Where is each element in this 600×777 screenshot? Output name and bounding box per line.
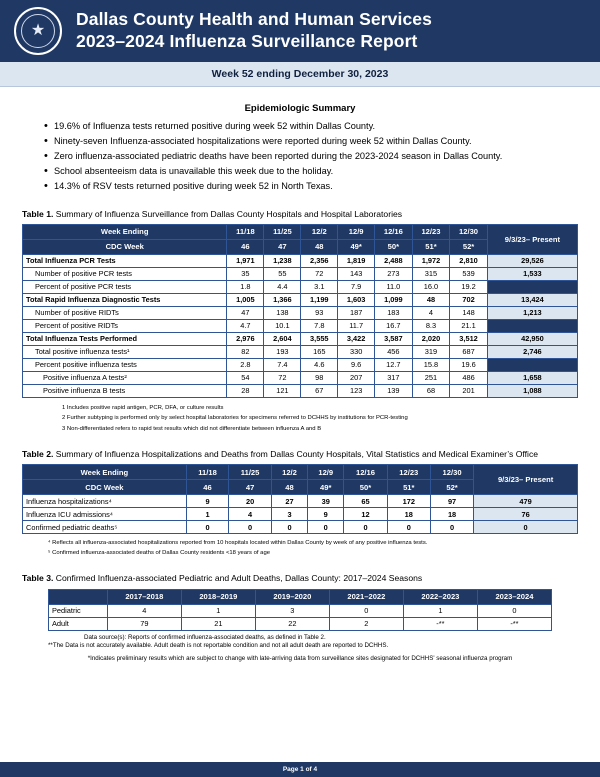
cdc-week-49: 49* (338, 239, 375, 254)
cell-value: 72 (264, 371, 301, 384)
report-body (0, 87, 600, 662)
table-header-row (23, 224, 578, 239)
cdc-week-51: 51* (412, 239, 450, 254)
cell-value: 3,422 (338, 332, 375, 345)
list-item: • 19.6% of Influenza tests returned positive during week 52 within Dallas County. (44, 119, 578, 134)
cell-value: 39 (308, 495, 344, 508)
row-label: Percent of positive PCR tests (23, 280, 227, 293)
cell-season-total: 29,526 (487, 254, 577, 267)
list-item: • School absenteeism data is unavailable this week due to the holiday. (44, 164, 578, 179)
col-129: 12/9 (308, 465, 344, 480)
cell-value: 67 (301, 384, 338, 397)
cell-value: 7.9 (338, 280, 375, 293)
cell-value: 54 (227, 371, 264, 384)
cell-value: 2,976 (227, 332, 264, 345)
cell-value: 3,555 (301, 332, 338, 345)
cell-value: 9.6 (338, 358, 375, 371)
cell-value: 12.7 (375, 358, 413, 371)
cell-value: 68 (412, 384, 450, 397)
cdc-week-50: 50* (344, 480, 387, 495)
cell-season-total: 13,424 (487, 293, 577, 306)
table1-body (23, 254, 578, 397)
cell-value: 539 (450, 267, 488, 280)
cell-value: 1,819 (338, 254, 375, 267)
cell-value: 273 (375, 267, 413, 280)
cell-value: 1,238 (264, 254, 301, 267)
cell-value: 201 (450, 384, 488, 397)
cell-value: 21 (181, 617, 255, 630)
cell-value: 193 (264, 345, 301, 358)
col-122: 12/2 (271, 465, 307, 480)
table2-caption (22, 448, 578, 460)
cell-value: 47 (227, 306, 264, 319)
table-row (23, 319, 578, 332)
cell-season-total: 0 (474, 521, 578, 534)
cell-value: 20 (229, 495, 272, 508)
table-header-row (49, 589, 552, 604)
cell-value: 2,488 (375, 254, 413, 267)
footnote: 2 Further subtyping is performed only by select hospital laboratories for specimens referred to DCHHS by institutions for PCR-testing (62, 415, 408, 422)
row-label: Positive influenza B tests (23, 384, 227, 397)
cell-value: 687 (450, 345, 488, 358)
page-footer: Page 1 of 4 (0, 762, 600, 777)
cell-value: 315 (412, 267, 450, 280)
table1-caption (22, 208, 578, 220)
table-row (23, 332, 578, 345)
cell-season-total: 1,658 (487, 371, 577, 384)
row-label: Adult (49, 617, 108, 630)
cell-value: 4 (412, 306, 450, 319)
cell-value: 0 (329, 604, 403, 617)
cell-value: 1,971 (227, 254, 264, 267)
cell-season-total: 479 (474, 495, 578, 508)
cell-value: 1,972 (412, 254, 450, 267)
cell-value: 3,512 (450, 332, 488, 345)
table-row (23, 345, 578, 358)
cell-value: 139 (375, 384, 413, 397)
cell-value: 207 (338, 371, 375, 384)
table-header-row (23, 465, 578, 480)
cell-value: 0 (186, 521, 229, 534)
table3-note-source: Data source(s): Reports of confirmed influenza-associated deaths, as defined in Table 2. (84, 633, 326, 641)
table2-caption-text: Summary of Influenza Hospitalizations and Deaths from Dallas County Hospitals, Vital Statistics and Medical Examiner’s Office (53, 448, 539, 459)
table-row (23, 293, 578, 306)
col-1223: 12/23 (412, 224, 450, 239)
cell-value: 187 (338, 306, 375, 319)
cell-value: 93 (301, 306, 338, 319)
col-week-ending: Week Ending (23, 224, 227, 239)
cell-value: 98 (301, 371, 338, 384)
cell-value: 28 (227, 384, 264, 397)
list-item: • 14.3% of RSV tests returned positive during week 52 in North Texas. (44, 179, 578, 194)
table-row (49, 604, 552, 617)
cdc-week-52: 52* (430, 480, 473, 495)
cell-value: 1.8 (227, 280, 264, 293)
cell-value: 35 (227, 267, 264, 280)
cell-value: 1 (181, 604, 255, 617)
cell-value: 18 (387, 508, 430, 521)
cdc-week-51: 51* (387, 480, 430, 495)
cell-value: 9 (186, 495, 229, 508)
cell-value: 72 (301, 267, 338, 280)
cdc-week-46: 46 (186, 480, 229, 495)
col-2021-2022: 2021–2022 (329, 589, 403, 604)
cell-value: 11.0 (375, 280, 413, 293)
col-1125: 11/25 (229, 465, 272, 480)
col-1118: 11/18 (227, 224, 264, 239)
table3-note-preliminary: *Indicates preliminary results which are subject to change with late-arriving data from surveillance sites designated for DCHHS' seasonal influenza program (87, 654, 513, 662)
cell-value: 4.7 (227, 319, 264, 332)
page-title: Dallas County Health and Human Services (76, 9, 432, 30)
cell-value: 4.4 (264, 280, 301, 293)
header-title-block (76, 9, 432, 53)
cell-value: 79 (107, 617, 181, 630)
cell-season-total: 76 (474, 508, 578, 521)
cell-value: 16.0 (412, 280, 450, 293)
col-122: 12/2 (301, 224, 338, 239)
cdc-week-48: 48 (271, 480, 307, 495)
cell-value: 0 (477, 604, 551, 617)
table-pediatric-adult-deaths (48, 589, 552, 631)
cell-value: 18 (430, 508, 473, 521)
cell-value: 4.6 (301, 358, 338, 371)
cell-value: 8.3 (412, 319, 450, 332)
row-label: Number of positive PCR tests (23, 267, 227, 280)
col-season-to-date: 9/3/23– Present (474, 465, 578, 495)
col-2018-2019: 2018–2019 (181, 589, 255, 604)
cell-season-total: 1,213 (487, 306, 577, 319)
col-blank (49, 589, 108, 604)
cell-value: 9 (308, 508, 344, 521)
county-seal-icon (14, 7, 62, 55)
cell-value: 4 (229, 508, 272, 521)
footnote: ⁴ Reflects all influenza-associated hospitalizations reported from 10 hospitals located within Dallas County by week of any positive influenza tests. (48, 540, 428, 547)
cell-season-total: 1,533 (487, 267, 577, 280)
table2-caption-label: Table 2. (22, 448, 54, 459)
cdc-week-50: 50* (375, 239, 413, 254)
cell-value: 1,099 (375, 293, 413, 306)
cell-value: -** (477, 617, 551, 630)
list-item: • Ninety-seven Influenza-associated hospitalizations were reported during week 52 within Dallas County. (44, 134, 578, 149)
epi-summary-title: Epidemiologic Summary (244, 103, 356, 114)
cell-season-total (487, 319, 577, 332)
table-hospitalizations-deaths (22, 464, 578, 534)
footnote: 3 Non-differentiated refers to rapid test results which did not differentiate between influenza A and B (62, 425, 322, 432)
cell-value: 317 (375, 371, 413, 384)
cell-season-total: 1,088 (487, 384, 577, 397)
col-2019-2020: 2019–2020 (255, 589, 329, 604)
cdc-week-52: 52* (450, 239, 488, 254)
row-label: Total Rapid Influenza Diagnostic Tests (23, 293, 227, 306)
cell-value: 7.8 (301, 319, 338, 332)
cell-value: 702 (450, 293, 488, 306)
epi-summary-list (32, 119, 578, 194)
col-2017-2018: 2017–2018 (107, 589, 181, 604)
cell-value: 3 (255, 604, 329, 617)
cell-season-total: 42,950 (487, 332, 577, 345)
row-label: Percent of positive RIDTs (23, 319, 227, 332)
row-label: Pediatric (49, 604, 108, 617)
table-influenza-surveillance (22, 224, 578, 398)
table3-wrapper (22, 589, 578, 662)
cell-value: 65 (344, 495, 387, 508)
cdc-week-47: 47 (264, 239, 301, 254)
footnote: ⁵ Confirmed influenza-associated deaths of Dallas County residents <18 years of age (48, 550, 270, 557)
table2-body (23, 495, 578, 534)
cdc-week-48: 48 (301, 239, 338, 254)
table-row (23, 371, 578, 384)
col-2022-2023: 2022–2023 (403, 589, 477, 604)
row-label: Influenza ICU admissions⁴ (23, 508, 187, 521)
col-1125: 11/25 (264, 224, 301, 239)
cell-value: 1,005 (227, 293, 264, 306)
footnote: 1 Includes positive rapid antigen, PCR, DFA, or culture results (62, 404, 224, 411)
cell-value: 138 (264, 306, 301, 319)
table1-caption-label: Table 1. (22, 208, 54, 219)
report-header (0, 0, 600, 62)
col-1230: 12/30 (430, 465, 473, 480)
cell-value: 55 (264, 267, 301, 280)
cell-value: 7.4 (264, 358, 301, 371)
cdc-week-47: 47 (229, 480, 272, 495)
table3-caption-label: Table 3. (22, 573, 54, 584)
table-row (23, 306, 578, 319)
table-row (23, 267, 578, 280)
cell-value: 2.8 (227, 358, 264, 371)
cell-value: 1 (403, 604, 477, 617)
cell-value: 10.1 (264, 319, 301, 332)
table-row (23, 358, 578, 371)
page-subtitle: 2023–2024 Influenza Surveillance Report (76, 31, 418, 51)
col-week-ending: Week Ending (23, 465, 187, 480)
cell-value: 2,810 (450, 254, 488, 267)
table3-note-asterisk: **The Data is not accurately available. Adult death is not reportable condition and not all adult death are reported to DCHHS. (48, 641, 389, 649)
cell-value: 0 (387, 521, 430, 534)
list-item: • Zero influenza-associated pediatric deaths have been reported during the 2023-2024 season in Dallas County. (44, 149, 578, 164)
col-season-to-date: 9/3/23– Present (487, 224, 577, 254)
cell-value: 16.7 (375, 319, 413, 332)
cell-value: 0 (344, 521, 387, 534)
row-label: Influenza hospitalizations⁴ (23, 495, 187, 508)
cell-value: 1,366 (264, 293, 301, 306)
cell-value: 2,020 (412, 332, 450, 345)
cell-value: 330 (338, 345, 375, 358)
col-1216: 12/16 (375, 224, 413, 239)
cell-value: 456 (375, 345, 413, 358)
cell-value: 1,603 (338, 293, 375, 306)
cell-value: 486 (450, 371, 488, 384)
table-row (23, 254, 578, 267)
table3-caption-text: Confirmed Influenza-associated Pediatric and Adult Deaths, Dallas County: 2017–2024 Seasons (53, 573, 423, 584)
cell-value: 1 (186, 508, 229, 521)
cell-value: 172 (387, 495, 430, 508)
cell-value: 1,199 (301, 293, 338, 306)
cell-value: 3 (271, 508, 307, 521)
cell-value: 4 (107, 604, 181, 617)
cell-value: 148 (450, 306, 488, 319)
cell-value: 319 (412, 345, 450, 358)
table1-footnotes (62, 403, 578, 434)
row-label: Total positive influenza tests¹ (23, 345, 227, 358)
cell-value: 2,604 (264, 332, 301, 345)
table1-caption-text: Summary of Influenza Surveillance from Dallas County Hospitals and Hospital Laboratories (53, 208, 403, 219)
cell-value: 22 (255, 617, 329, 630)
col-1223: 12/23 (387, 465, 430, 480)
table-row (49, 617, 552, 630)
table3-body (49, 604, 552, 630)
table3-caption (22, 572, 578, 584)
table-row (23, 508, 578, 521)
cell-value: 0 (229, 521, 272, 534)
cell-value: 12 (344, 508, 387, 521)
cell-value: -** (403, 617, 477, 630)
cell-value: 21.1 (450, 319, 488, 332)
cell-value: 19.6 (450, 358, 488, 371)
cell-value: 251 (412, 371, 450, 384)
table-row (23, 521, 578, 534)
cell-value: 165 (301, 345, 338, 358)
row-label: Positive influenza A tests² (23, 371, 227, 384)
cell-value: 97 (430, 495, 473, 508)
cell-value: 11.7 (338, 319, 375, 332)
cell-value: 143 (338, 267, 375, 280)
col-2023-2024: 2023–2024 (477, 589, 551, 604)
table2-footnotes (48, 538, 578, 558)
col-1216: 12/16 (344, 465, 387, 480)
row-label: Number of positive RIDTs (23, 306, 227, 319)
table-row (23, 280, 578, 293)
cell-value: 0 (271, 521, 307, 534)
col-cdc-week: CDC Week (23, 480, 187, 495)
cell-value: 48 (412, 293, 450, 306)
cdc-week-49: 49* (308, 480, 344, 495)
cell-value: 121 (264, 384, 301, 397)
cdc-week-46: 46 (227, 239, 264, 254)
row-label: Total Influenza PCR Tests (23, 254, 227, 267)
col-129: 12/9 (338, 224, 375, 239)
cell-value: 19.2 (450, 280, 488, 293)
cell-season-total: 2,746 (487, 345, 577, 358)
table-row (23, 495, 578, 508)
row-label: Percent positive influenza tests (23, 358, 227, 371)
row-label: Confirmed pediatric deaths⁵ (23, 521, 187, 534)
cell-value: 0 (430, 521, 473, 534)
table-row (23, 384, 578, 397)
week-ending-banner: Week 52 ending December 30, 2023 (0, 62, 600, 87)
col-cdc-week: CDC Week (23, 239, 227, 254)
cell-value: 27 (271, 495, 307, 508)
cell-value: 82 (227, 345, 264, 358)
cell-value: 3.1 (301, 280, 338, 293)
cell-value: 15.8 (412, 358, 450, 371)
col-1118: 11/18 (186, 465, 229, 480)
cell-value: 123 (338, 384, 375, 397)
cell-value: 183 (375, 306, 413, 319)
cell-value: 0 (308, 521, 344, 534)
col-1230: 12/30 (450, 224, 488, 239)
cell-value: 2 (329, 617, 403, 630)
row-label: Total Influenza Tests Performed (23, 332, 227, 345)
cell-season-total (487, 358, 577, 371)
cell-value: 2,356 (301, 254, 338, 267)
seal-star-icon: ★ (21, 14, 55, 48)
cell-season-total (487, 280, 577, 293)
cell-value: 3,587 (375, 332, 413, 345)
